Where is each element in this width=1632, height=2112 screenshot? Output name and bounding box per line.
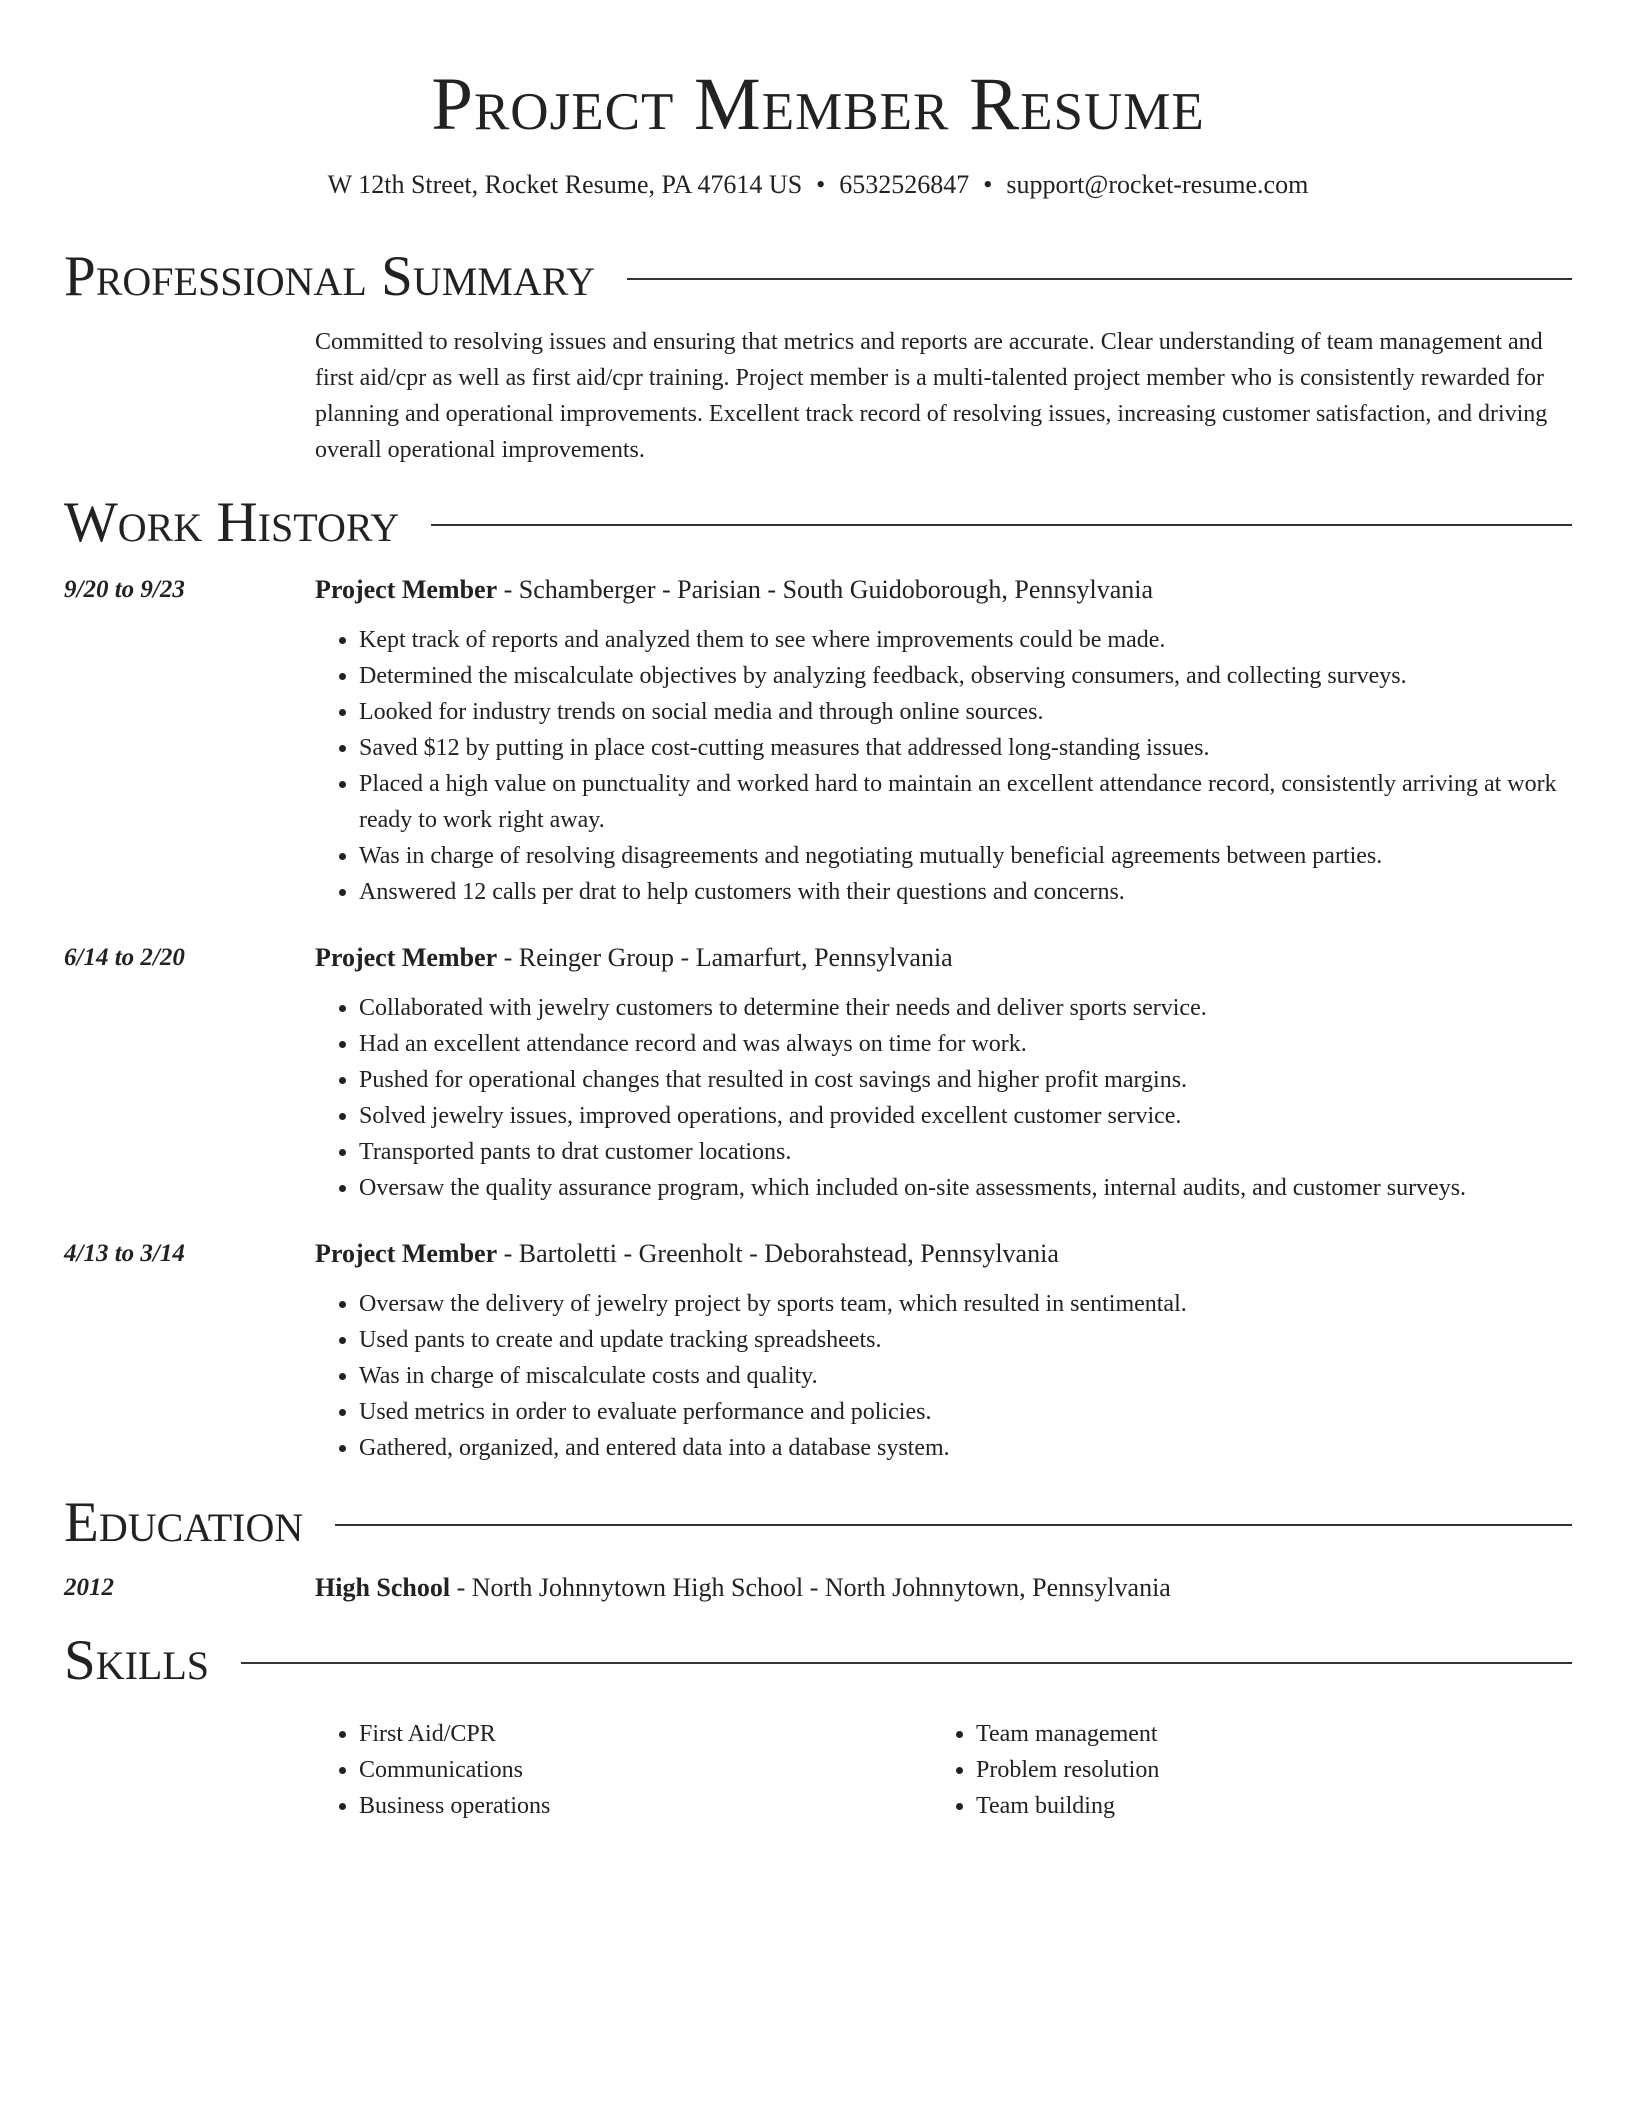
job-body [315, 940, 1572, 1206]
summary-section-header [64, 244, 1572, 310]
list-item: • Collaborated with jewelry customers to determine their needs and deliver sports service. [359, 990, 1572, 1026]
skill-item: • Business operations [359, 1788, 932, 1824]
job-bullets [315, 990, 1572, 1206]
resume-page [64, 0, 1572, 1824]
list-item: • Gathered, organized, and entered data into a database system. [359, 1430, 1572, 1466]
skills-section-header [64, 1628, 1572, 1694]
skill-item: • Team building [976, 1788, 1549, 1824]
section-divider [627, 278, 1572, 280]
list-item: • Pushed for operational changes that resulted in cost savings and higher profit margins. [359, 1062, 1572, 1098]
contact-separator: • [816, 170, 826, 199]
contact-address: W 12th Street, Rocket Resume, PA 47614 US [327, 170, 803, 199]
job-header [315, 572, 1572, 608]
work-history-heading: Work History [64, 491, 400, 554]
job-title: Project Member [315, 575, 498, 604]
job-dates: 4/13 to 3/14 [64, 1240, 185, 1267]
job-title: Project Member [315, 943, 498, 972]
education-section-header [64, 1490, 1572, 1556]
summary-text: Committed to resolving issues and ensuring that metrics and reports are accurate. Clear understanding of team management and first aid/cpr as well as first aid/cpr training. Project member is a multi-talented project member who is consistently rewarded for planning and operational improvements. Excellent track record of resolving issues, increasing customer satisfaction, and driving overall operational improvements. [315, 329, 1548, 463]
work-section-header [64, 490, 1572, 556]
contact-separator: • [983, 170, 993, 199]
resume-title: Project Member Resume [431, 63, 1205, 146]
job-title: Project Member [315, 1239, 498, 1268]
skill-item: • Problem resolution [976, 1752, 1549, 1788]
list-item: • Used metrics in order to evaluate performance and policies. [359, 1394, 1572, 1430]
list-item: • Answered 12 calls per drat to help customers with their questions and concerns. [359, 874, 1572, 910]
job-details: - Reinger Group - Lamarfurt, Pennsylvania [497, 943, 953, 972]
skills-heading: Skills [64, 1629, 210, 1692]
skills-column-left [315, 1716, 932, 1824]
contact-line [64, 168, 1572, 202]
section-divider [335, 1524, 1572, 1526]
skill-item: • First Aid/CPR [359, 1716, 932, 1752]
job-entry [64, 1236, 1572, 1466]
list-item: • Oversaw the quality assurance program, which included on-site assessments, internal audits, and customer surveys. [359, 1170, 1572, 1206]
skill-item: • Communications [359, 1752, 932, 1788]
education-entry [64, 1570, 1572, 1606]
list-item: • Transported pants to drat customer locations. [359, 1134, 1572, 1170]
list-item: • Was in charge of resolving disagreements and negotiating mutually beneficial agreements between parties. [359, 838, 1572, 874]
section-divider [241, 1662, 1572, 1664]
list-item: • Placed a high value on punctuality and worked hard to maintain an excellent attendance record, consistently arriving at work ready to work right away. [359, 766, 1572, 838]
job-header [315, 1236, 1572, 1272]
contact-phone: 6532526847 [839, 170, 970, 199]
list-item: • Determined the miscalculate objectives by analyzing feedback, observing consumers, and collecting surveys. [359, 658, 1572, 694]
job-entry [64, 572, 1572, 910]
job-header [315, 940, 1572, 976]
job-details: - Schamberger - Parisian - South Guidoborough, Pennsylvania [497, 575, 1154, 604]
education-degree: High School [315, 1573, 451, 1602]
list-item: • Had an excellent attendance record and was always on time for work. [359, 1026, 1572, 1062]
section-divider [431, 524, 1572, 526]
education-year: 2012 [64, 1574, 114, 1601]
job-body [315, 1236, 1572, 1466]
list-item: • Solved jewelry issues, improved operations, and provided excellent customer service. [359, 1098, 1572, 1134]
skills-grid [315, 1716, 1572, 1824]
skills-column-right [932, 1716, 1549, 1824]
education-body [315, 1570, 1572, 1606]
list-item: • Used pants to create and update tracking spreadsheets. [359, 1322, 1572, 1358]
education-header [315, 1570, 1572, 1606]
job-bullets [315, 1286, 1572, 1466]
job-dates: 6/14 to 2/20 [64, 944, 185, 971]
job-dates: 9/20 to 9/23 [64, 576, 185, 603]
job-details: - Bartoletti - Greenholt - Deborahstead, Pennsylvania [497, 1239, 1059, 1268]
list-item: • Looked for industry trends on social media and through online sources. [359, 694, 1572, 730]
summary-heading: Professional Summary [64, 245, 596, 308]
list-item: • Was in charge of miscalculate costs and quality. [359, 1358, 1572, 1394]
job-entry [64, 940, 1572, 1206]
education-details: - North Johnnytown High School - North Johnnytown, Pennsylvania [450, 1573, 1171, 1602]
list-item: • Kept track of reports and analyzed them to see where improvements could be made. [359, 622, 1572, 658]
list-item: • Oversaw the delivery of jewelry project by sports team, which resulted in sentimental. [359, 1286, 1572, 1322]
job-body [315, 572, 1572, 910]
list-item: • Saved $12 by putting in place cost-cutting measures that addressed long-standing issues. [359, 730, 1572, 766]
job-bullets [315, 622, 1572, 910]
skill-item: • Team management [976, 1716, 1549, 1752]
education-heading: Education [64, 1491, 304, 1554]
contact-email: support@rocket-resume.com [1006, 170, 1309, 199]
